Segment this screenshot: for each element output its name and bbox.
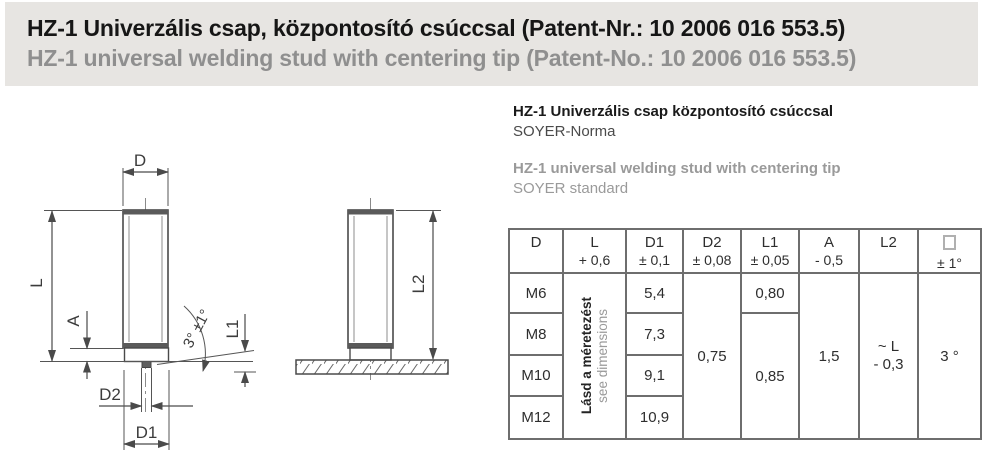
dim-label-d2: D2 — [99, 385, 121, 404]
page-title-hungarian: HZ-1 Univerzális csap, központosító csúccsal (Patent-Nr.: 10 2006 016 553.5) — [27, 15, 846, 41]
cell-l-note — [563, 273, 626, 439]
cell-size: M6 — [509, 273, 563, 313]
angle-label: 3° ±1° — [179, 306, 215, 352]
side-view — [296, 198, 448, 380]
product-name-hungarian: HZ-1 Univerzális csap központosító csúccsal — [513, 103, 834, 120]
norm-label-hungarian: SOYER-Norma — [513, 123, 616, 140]
chamfer-band-top — [348, 210, 393, 215]
col-header-a: A - 0,5 — [799, 229, 859, 273]
cell-size: M12 — [509, 396, 563, 439]
dim-label-l2: L2 — [409, 274, 428, 294]
l-note-hungarian: Lásd a méretezést — [579, 297, 594, 415]
chamfer-band-top — [123, 210, 168, 215]
norm-label-english: SOYER standard — [513, 180, 629, 197]
cell-l1-m6: 0,80 — [741, 273, 799, 313]
dim-label-d1: D1 — [135, 423, 158, 442]
cell-angle: 3 ° — [918, 273, 981, 439]
cell-d2: 0,75 — [683, 273, 741, 439]
col-header-d2: D2 ± 0,08 — [683, 229, 741, 273]
stud-body — [348, 210, 393, 348]
stud-flange — [350, 348, 391, 360]
square-symbol-icon — [943, 235, 956, 250]
dim-label-a: A — [64, 315, 83, 327]
product-intro — [513, 102, 983, 199]
cell-d1: 10,9 — [626, 396, 683, 439]
dimension-table — [508, 228, 982, 440]
cell-l1-m8-m12: 0,85 — [741, 313, 799, 439]
front-view — [27, 151, 256, 450]
dim-label-l: L — [27, 278, 46, 288]
page-title-english: HZ-1 universal welding stud with centering tip (Patent-No.: 10 2006 016 553.5) — [27, 45, 857, 71]
workpiece-plate — [296, 360, 448, 374]
cell-d1: 9,1 — [626, 355, 683, 396]
product-name-english: HZ-1 universal welding stud with centering tip — [513, 160, 841, 177]
cell-a: 1,5 — [799, 273, 859, 439]
col-header-squareness: ± 1° — [918, 229, 981, 273]
cell-d1: 5,4 — [626, 273, 683, 313]
stud-flange — [125, 348, 169, 362]
cell-size: M10 — [509, 355, 563, 396]
col-header-d: D — [509, 229, 563, 273]
col-header-l: L + 0,6 — [563, 229, 626, 273]
dim-label-l1: L1 — [223, 319, 242, 339]
dim-label-d: D — [133, 151, 147, 170]
centering-tip — [142, 362, 151, 368]
stud-body — [123, 210, 168, 348]
thread-runout-band — [348, 343, 393, 348]
col-header-l1: L1 ± 0,05 — [741, 229, 799, 273]
col-header-d1: D1 ± 0,1 — [626, 229, 683, 273]
cell-l2: ~ L - 0,3 — [859, 273, 918, 439]
table-row-m6 — [509, 273, 981, 313]
cell-d1: 7,3 — [626, 313, 683, 355]
table-header-row — [509, 229, 981, 273]
thread-runout-band — [123, 343, 168, 348]
col-header-l2: L2 — [859, 229, 918, 273]
cell-size: M8 — [509, 313, 563, 355]
l-note-english: see dimensions — [595, 309, 610, 403]
